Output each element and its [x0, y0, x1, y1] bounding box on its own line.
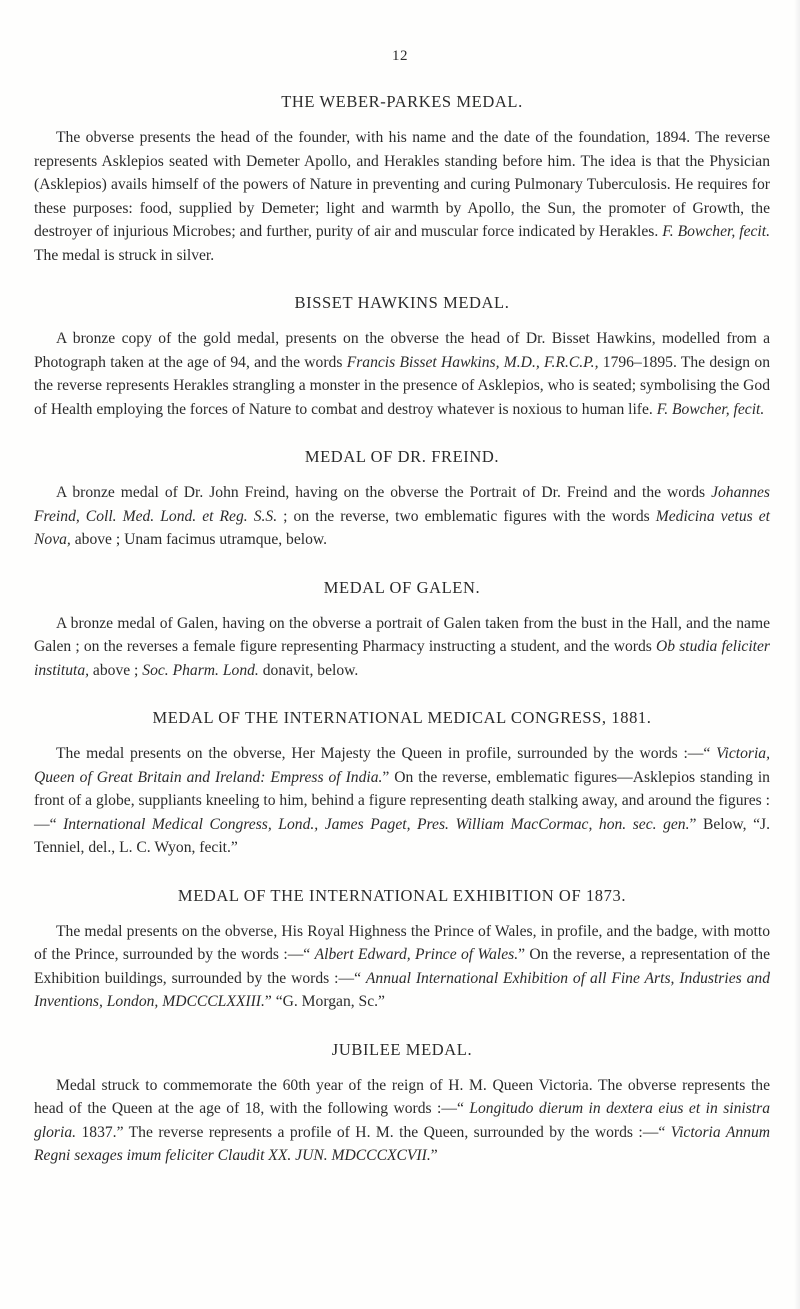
- text-run: ; on the reverse, two emblematic figures with the words: [277, 507, 656, 525]
- italic-run: Victoria Annum Regni sexages imum feliciter Claudit XX. JUN. MDCCCXCVII.: [34, 1123, 770, 1164]
- section-bisset-hawkins-medal: [34, 293, 770, 421]
- italic-run: Victoria, Queen of Great Britain and Ireland: Empress of India.: [34, 745, 770, 786]
- italic-run: F. Bowcher, fecit.: [662, 223, 770, 240]
- section-paragraph: [34, 612, 770, 683]
- text-run: ” On the reverse, a representation of the Exhibition buildings, surrounded by the words :—“: [34, 946, 770, 987]
- section-paragraph: [34, 481, 770, 552]
- italic-run: Francis Bisset Hawkins, M.D., F.R.C.P.,: [346, 353, 599, 371]
- text-run: ” On the reverse, emblematic figures—Asklepios standing in front of a globe, suppliants kneeling to him, behind a figure representing death stalking away, and around the figures :—“: [34, 768, 770, 833]
- section-international-exhibition-medal: [34, 886, 770, 1014]
- section-paragraph: [34, 920, 770, 1014]
- text-run: A bronze medal of Galen, having on the obverse a portrait of Galen taken from the bust in the Hall, and the name Galen ; on the reverses a female figure representing Pharmacy instructing a student, and the words: [34, 614, 770, 655]
- italic-run: Medicina vetus et Nova,: [34, 507, 770, 548]
- section-paragraph: [34, 327, 770, 421]
- page-edge-shadow: [794, 0, 800, 1309]
- section-paragraph: [34, 742, 770, 860]
- italic-run: F. Bowcher, fecit.: [656, 400, 765, 418]
- section-heading: MEDAL OF DR. FREIND.: [304, 447, 500, 466]
- text-run: The obverse presents the head of the founder, with his name and the date of the foundation, 1894. The reverse represents Asklepios seated with Demeter Apollo, and Herakles standing before him. The idea is that the Physician (Asklepios) avails himself of the powers of Nature in preventing and curing Pulmonary Tuberculosis. He requires for these purposes: food, supplied by Demeter; light and warmth by Apollo, the Sun, the promoter of Growth, the destroyer of injurious Microbes; and further, purity of air and muscular force indicated by Herakles.: [34, 129, 770, 240]
- italic-run: Annual International Exhibition of all Fine Arts, Industries and Inventions, London, MDCCCLXXIII.: [34, 969, 770, 1010]
- text-run: 1837.” The reverse represents a profile of H. M. the Queen, surrounded by the words :—“: [76, 1123, 671, 1141]
- text-run: ” Below, “J. Tenniel, del., L. C. Wyon, fecit.”: [34, 815, 770, 856]
- italic-run: Soc. Pharm. Lond.: [142, 661, 259, 679]
- section-jubilee-medal: [34, 1040, 770, 1168]
- text-run: ”: [430, 1147, 438, 1164]
- text-run: Medal struck to commemorate the 60th year of the reign of H. M. Queen Victoria. The obverse represents the head of the Queen at the age of 18, with the following words :—“: [34, 1076, 770, 1117]
- document-body: [34, 92, 770, 1194]
- section-weber-parkes-medal: [34, 92, 770, 267]
- italic-run: Albert Edward, Prince of Wales.: [314, 946, 519, 963]
- section-heading: MEDAL OF GALEN.: [323, 577, 481, 597]
- text-run: A bronze copy of the gold medal, presents on the obverse the head of Dr. Bisset Hawkins, modelled from a Photograph taken at the age of 94, and the words: [34, 330, 770, 371]
- text-run: above ;: [89, 661, 143, 679]
- text-run: A bronze medal of Dr. John Freind, having on the obverse the Portrait of Dr. Freind and the words: [56, 484, 712, 501]
- section-heading: MEDAL OF THE INTERNATIONAL EXHIBITION OF 1873.: [177, 885, 627, 905]
- italic-run: Ob studia feliciter instituta,: [34, 638, 770, 679]
- italic-run: Longitudo dierum in dextera eius et in sinistra gloria.: [34, 1100, 770, 1141]
- italic-run: Johannes Freind, Coll. Med. Lond. et Reg. S.S.: [34, 484, 770, 525]
- text-run: 1796–1895. The design on the reverse represents Herakles strangling a monster in the presence of Asklepios, who is seated; symbolising the God of Health employing the forces of Nature to combat and destroy whatever is noxious to human life.: [34, 353, 770, 418]
- section-heading: JUBILEE MEDAL.: [331, 1039, 473, 1059]
- italic-run: International Medical Congress, Lond., James Paget, Pres. William MacCormac, hon. sec. gen.: [63, 815, 690, 833]
- text-run: above ; Unam facimus utramque, below.: [70, 531, 328, 548]
- section-galen-medal: [34, 578, 770, 683]
- section-paragraph: [34, 126, 770, 267]
- text-run: ” “G. Morgan, Sc.”: [264, 993, 385, 1010]
- section-heading: BISSET HAWKINS MEDAL.: [294, 293, 510, 312]
- section-heading: MEDAL OF THE INTERNATIONAL MEDICAL CONGRESS, 1881.: [152, 708, 652, 727]
- text-run: The medal presents on the obverse, His Royal Highness the Prince of Wales, in profile, and the badge, with motto of the Prince, surrounded by the words :—“: [34, 922, 770, 963]
- section-paragraph: [34, 1074, 770, 1168]
- section-heading: THE WEBER-PARKES MEDAL.: [281, 92, 523, 111]
- section-international-medical-congress-medal: [34, 708, 770, 860]
- page-number: 12: [392, 48, 408, 64]
- section-freind-medal: [34, 447, 770, 552]
- text-run: The medal is struck in silver.: [34, 246, 215, 264]
- text-run: The medal presents on the obverse, Her Majesty the Queen in profile, surrounded by the words :—“: [56, 745, 717, 762]
- text-run: donavit, below.: [258, 661, 359, 679]
